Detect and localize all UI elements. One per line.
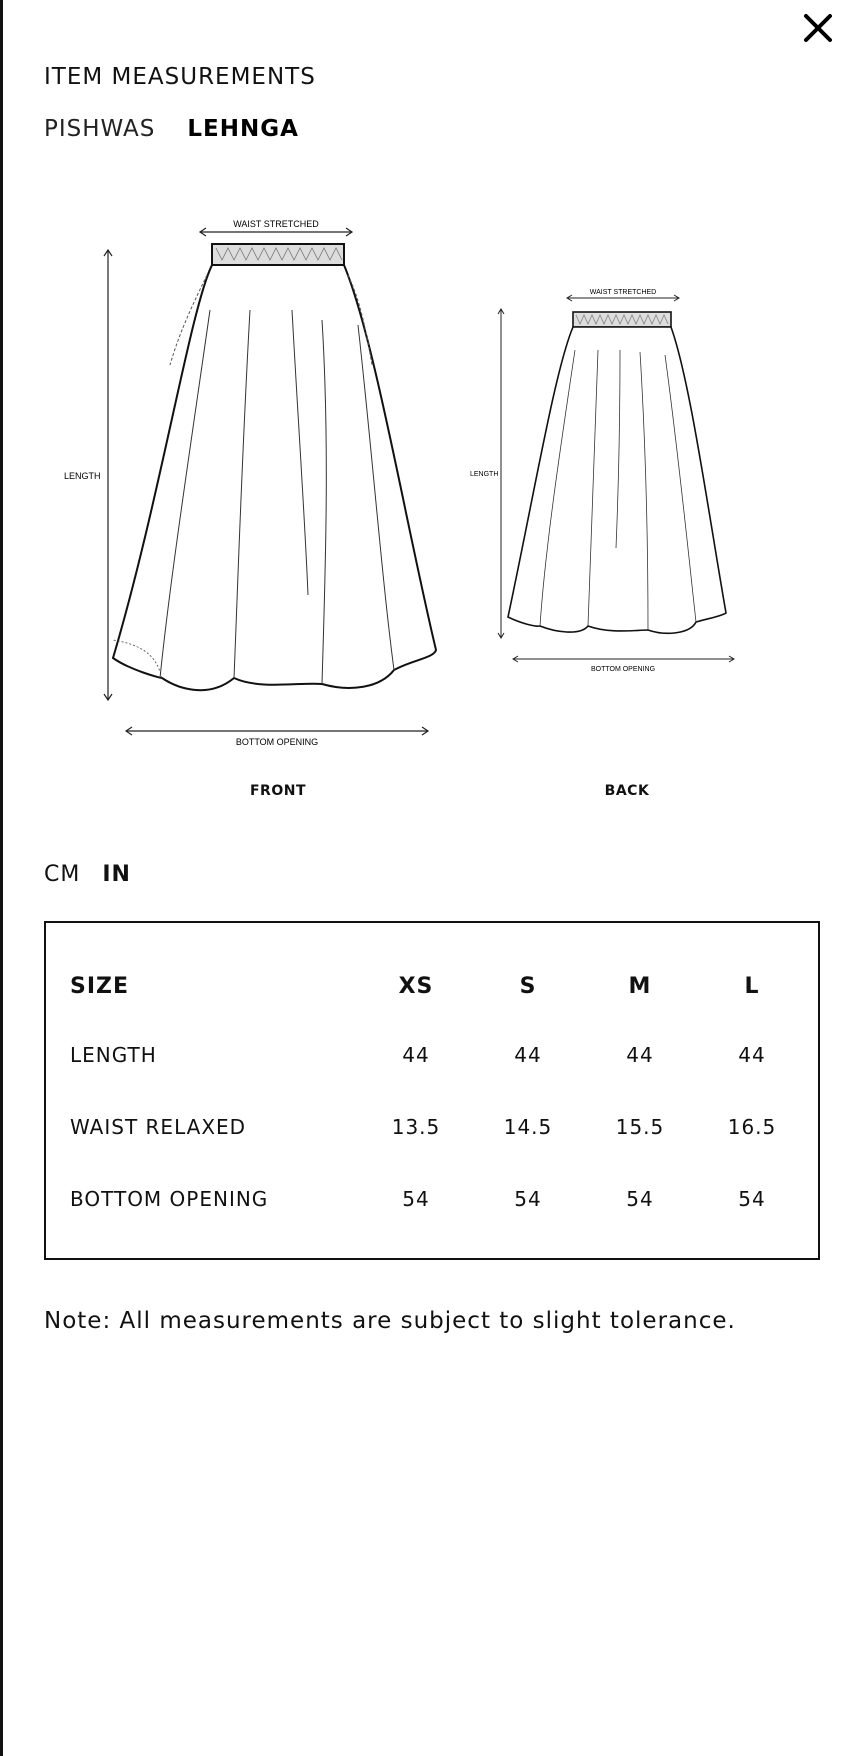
table-cell: 54	[514, 1187, 542, 1211]
header-size: SIZE	[70, 973, 130, 999]
tab-pishwas[interactable]: PISHWAS	[44, 116, 156, 142]
table-header-row	[70, 953, 808, 1019]
table-cell: 44	[738, 1043, 766, 1067]
table-cell: 54	[738, 1187, 766, 1211]
close-icon[interactable]	[800, 10, 836, 46]
tolerance-note: Note: All measurements are subject to slight tolerance.	[44, 1308, 736, 1334]
row-label: LENGTH	[70, 1043, 157, 1067]
modal-title: ITEM MEASUREMENTS	[44, 64, 316, 90]
table-row	[70, 1019, 808, 1091]
table-cell: 13.5	[391, 1115, 441, 1139]
table-cell: 54	[402, 1187, 430, 1211]
table-cell: 44	[402, 1043, 430, 1067]
back-skirt-diagram	[460, 280, 800, 680]
front-skirt-diagram	[60, 200, 480, 750]
size-table	[70, 953, 808, 1235]
table-cell: 44	[626, 1043, 654, 1067]
front-bottom-opening-label: BOTTOM OPENING	[235, 737, 319, 747]
front-length-label: LENGTH	[64, 471, 101, 481]
table-cell: 15.5	[615, 1115, 665, 1139]
table-cell: 16.5	[727, 1115, 777, 1139]
row-label: BOTTOM OPENING	[70, 1187, 269, 1211]
front-label: FRONT	[249, 783, 306, 799]
table-row	[70, 1163, 808, 1235]
unit-cm-option[interactable]: CM	[44, 862, 81, 887]
tab-lehnga[interactable]: LEHNGA	[187, 116, 299, 142]
modal-left-border	[0, 0, 3, 1756]
back-length-label: LENGTH	[470, 471, 499, 478]
size-chart	[44, 921, 820, 1260]
front-waist-stretched-label: WAIST STRETCHED	[233, 219, 319, 229]
header-l: L	[744, 973, 760, 999]
table-cell: 14.5	[503, 1115, 553, 1139]
table-cell: 44	[514, 1043, 542, 1067]
row-label: WAIST RELAXED	[70, 1115, 247, 1139]
product-tabs	[44, 116, 299, 142]
back-bottom-opening-label: BOTTOM OPENING	[590, 666, 656, 673]
back-waist-stretched-label: WAIST STRETCHED	[589, 289, 657, 296]
table-cell: 54	[626, 1187, 654, 1211]
back-label: BACK	[604, 783, 650, 799]
header-s: S	[519, 973, 537, 999]
header-m: M	[628, 973, 652, 999]
unit-in-option[interactable]: IN	[102, 862, 131, 887]
table-row	[70, 1091, 808, 1163]
unit-toggle	[44, 862, 131, 887]
header-xs: XS	[398, 973, 434, 999]
